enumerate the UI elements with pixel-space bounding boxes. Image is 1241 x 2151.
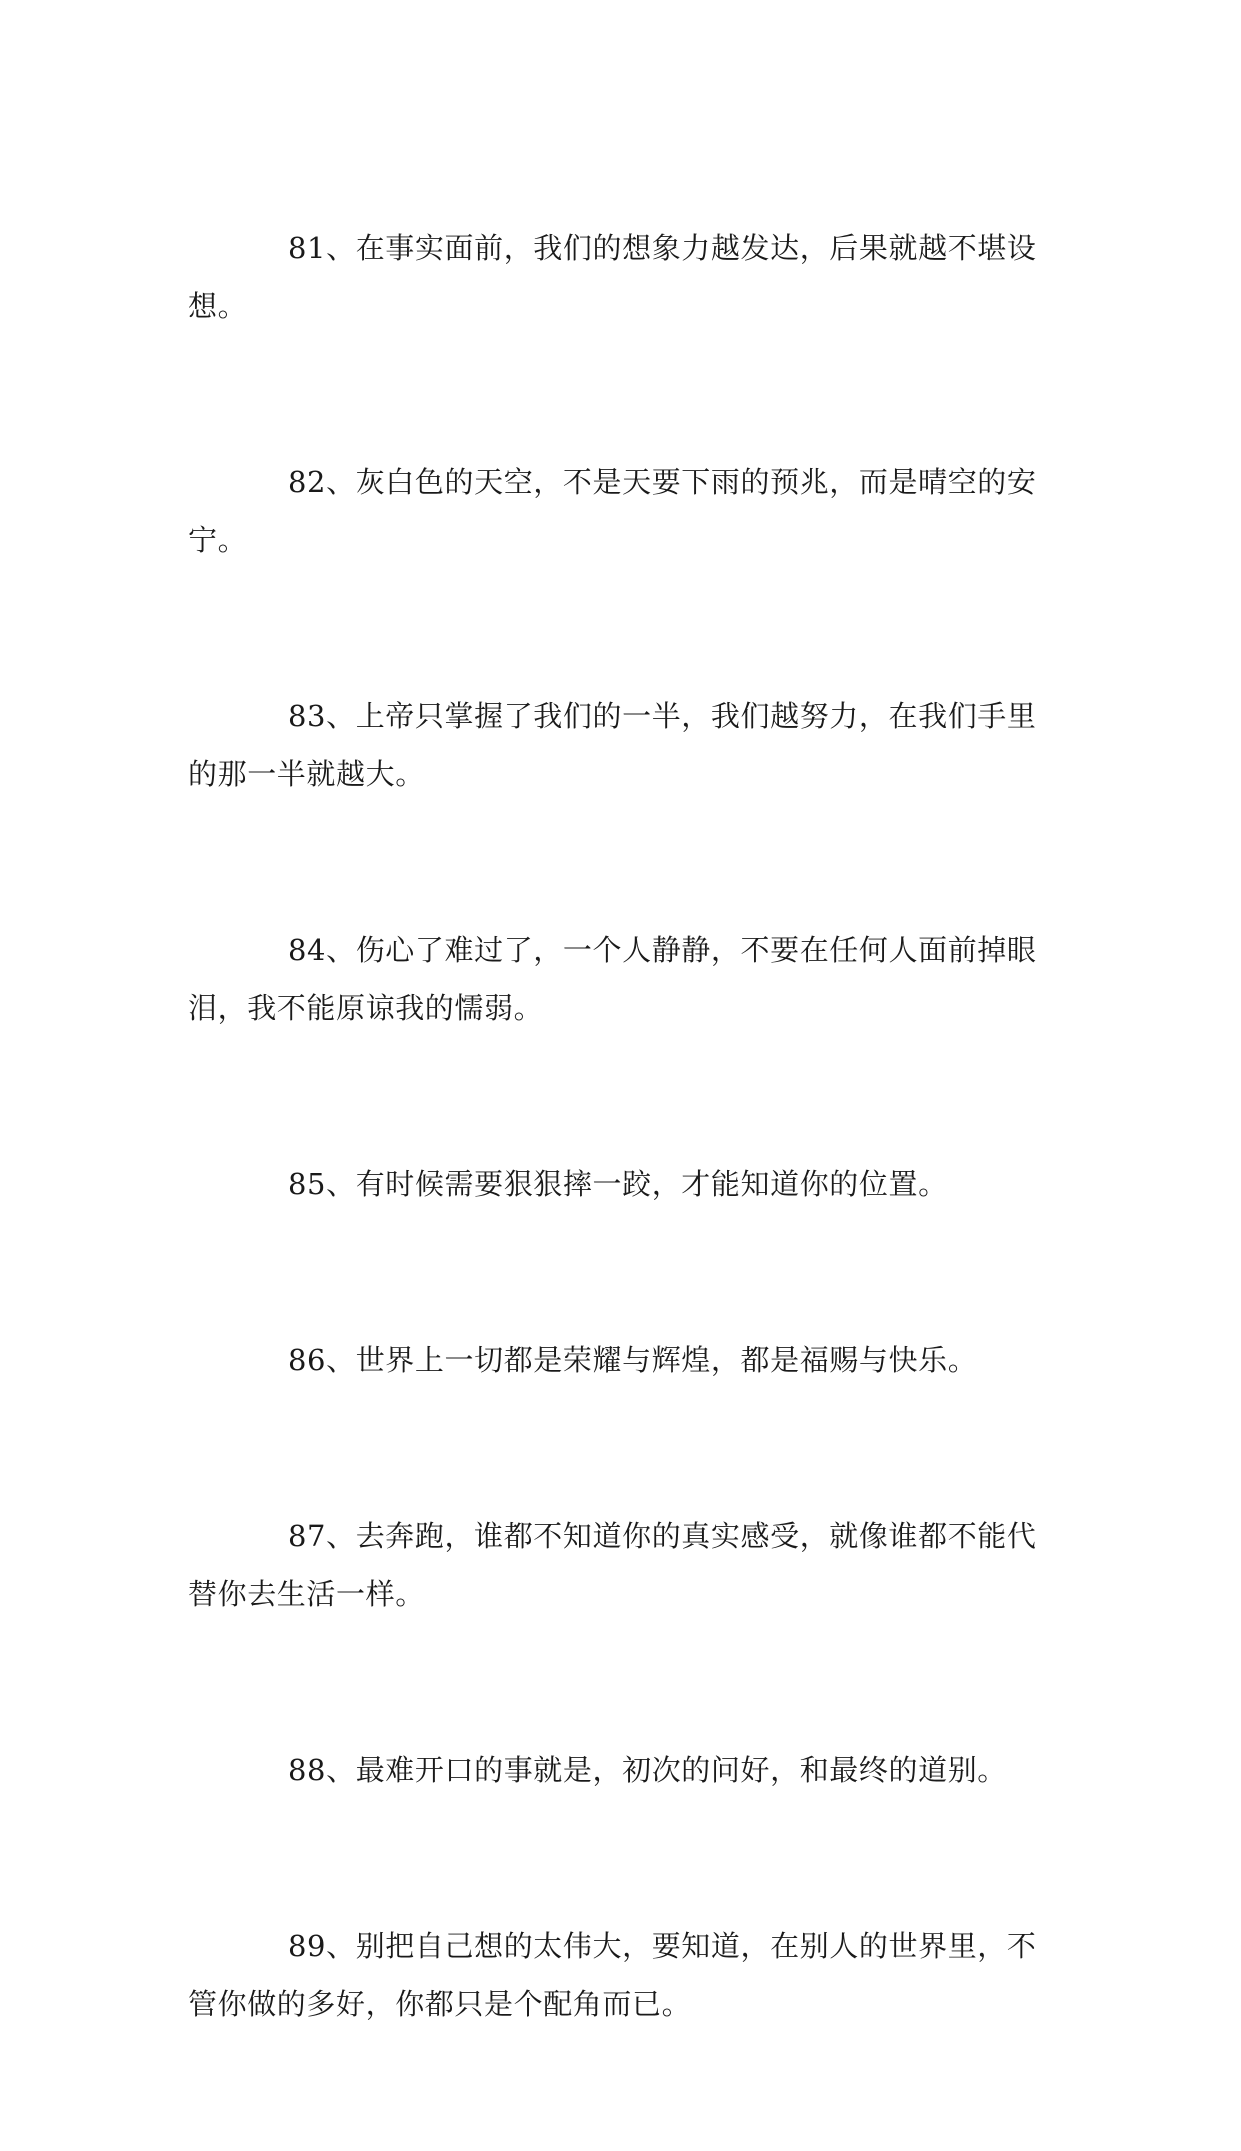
paragraph-84: 84、伤心了难过了，一个人静静，不要在任何人面前掉眼泪，我不能原谅我的懦弱。 [188, 933, 1037, 1025]
paragraph-89: 89、别把自己想的太伟大，要知道，在别人的世界里，不管你做的多好，你都只是个配角而已。 [188, 1929, 1037, 2021]
paragraph-87: 87、去奔跑，谁都不知道你的真实感受，就像谁都不能代替你去生活一样。 [188, 1519, 1037, 1611]
document-body [188, 219, 1058, 2151]
paragraph-83: 83、上帝只掌握了我们的一半，我们越努力，在我们手里的那一半就越大。 [188, 699, 1037, 791]
paragraph-86: 86、世界上一切都是荣耀与辉煌，都是福赐与快乐。 [288, 1343, 978, 1377]
paragraph-81: 81、在事实面前，我们的想象力越发达，后果就越不堪设想。 [188, 231, 1037, 323]
paragraph-85: 85、有时候需要狠狠摔一跤，才能知道你的位置。 [288, 1167, 948, 1201]
paragraph-88: 88、最难开口的事就是，初次的问好，和最终的道别。 [288, 1753, 1007, 1787]
paragraph-82: 82、灰白色的天空，不是天要下雨的预兆，而是晴空的安宁。 [188, 465, 1037, 557]
